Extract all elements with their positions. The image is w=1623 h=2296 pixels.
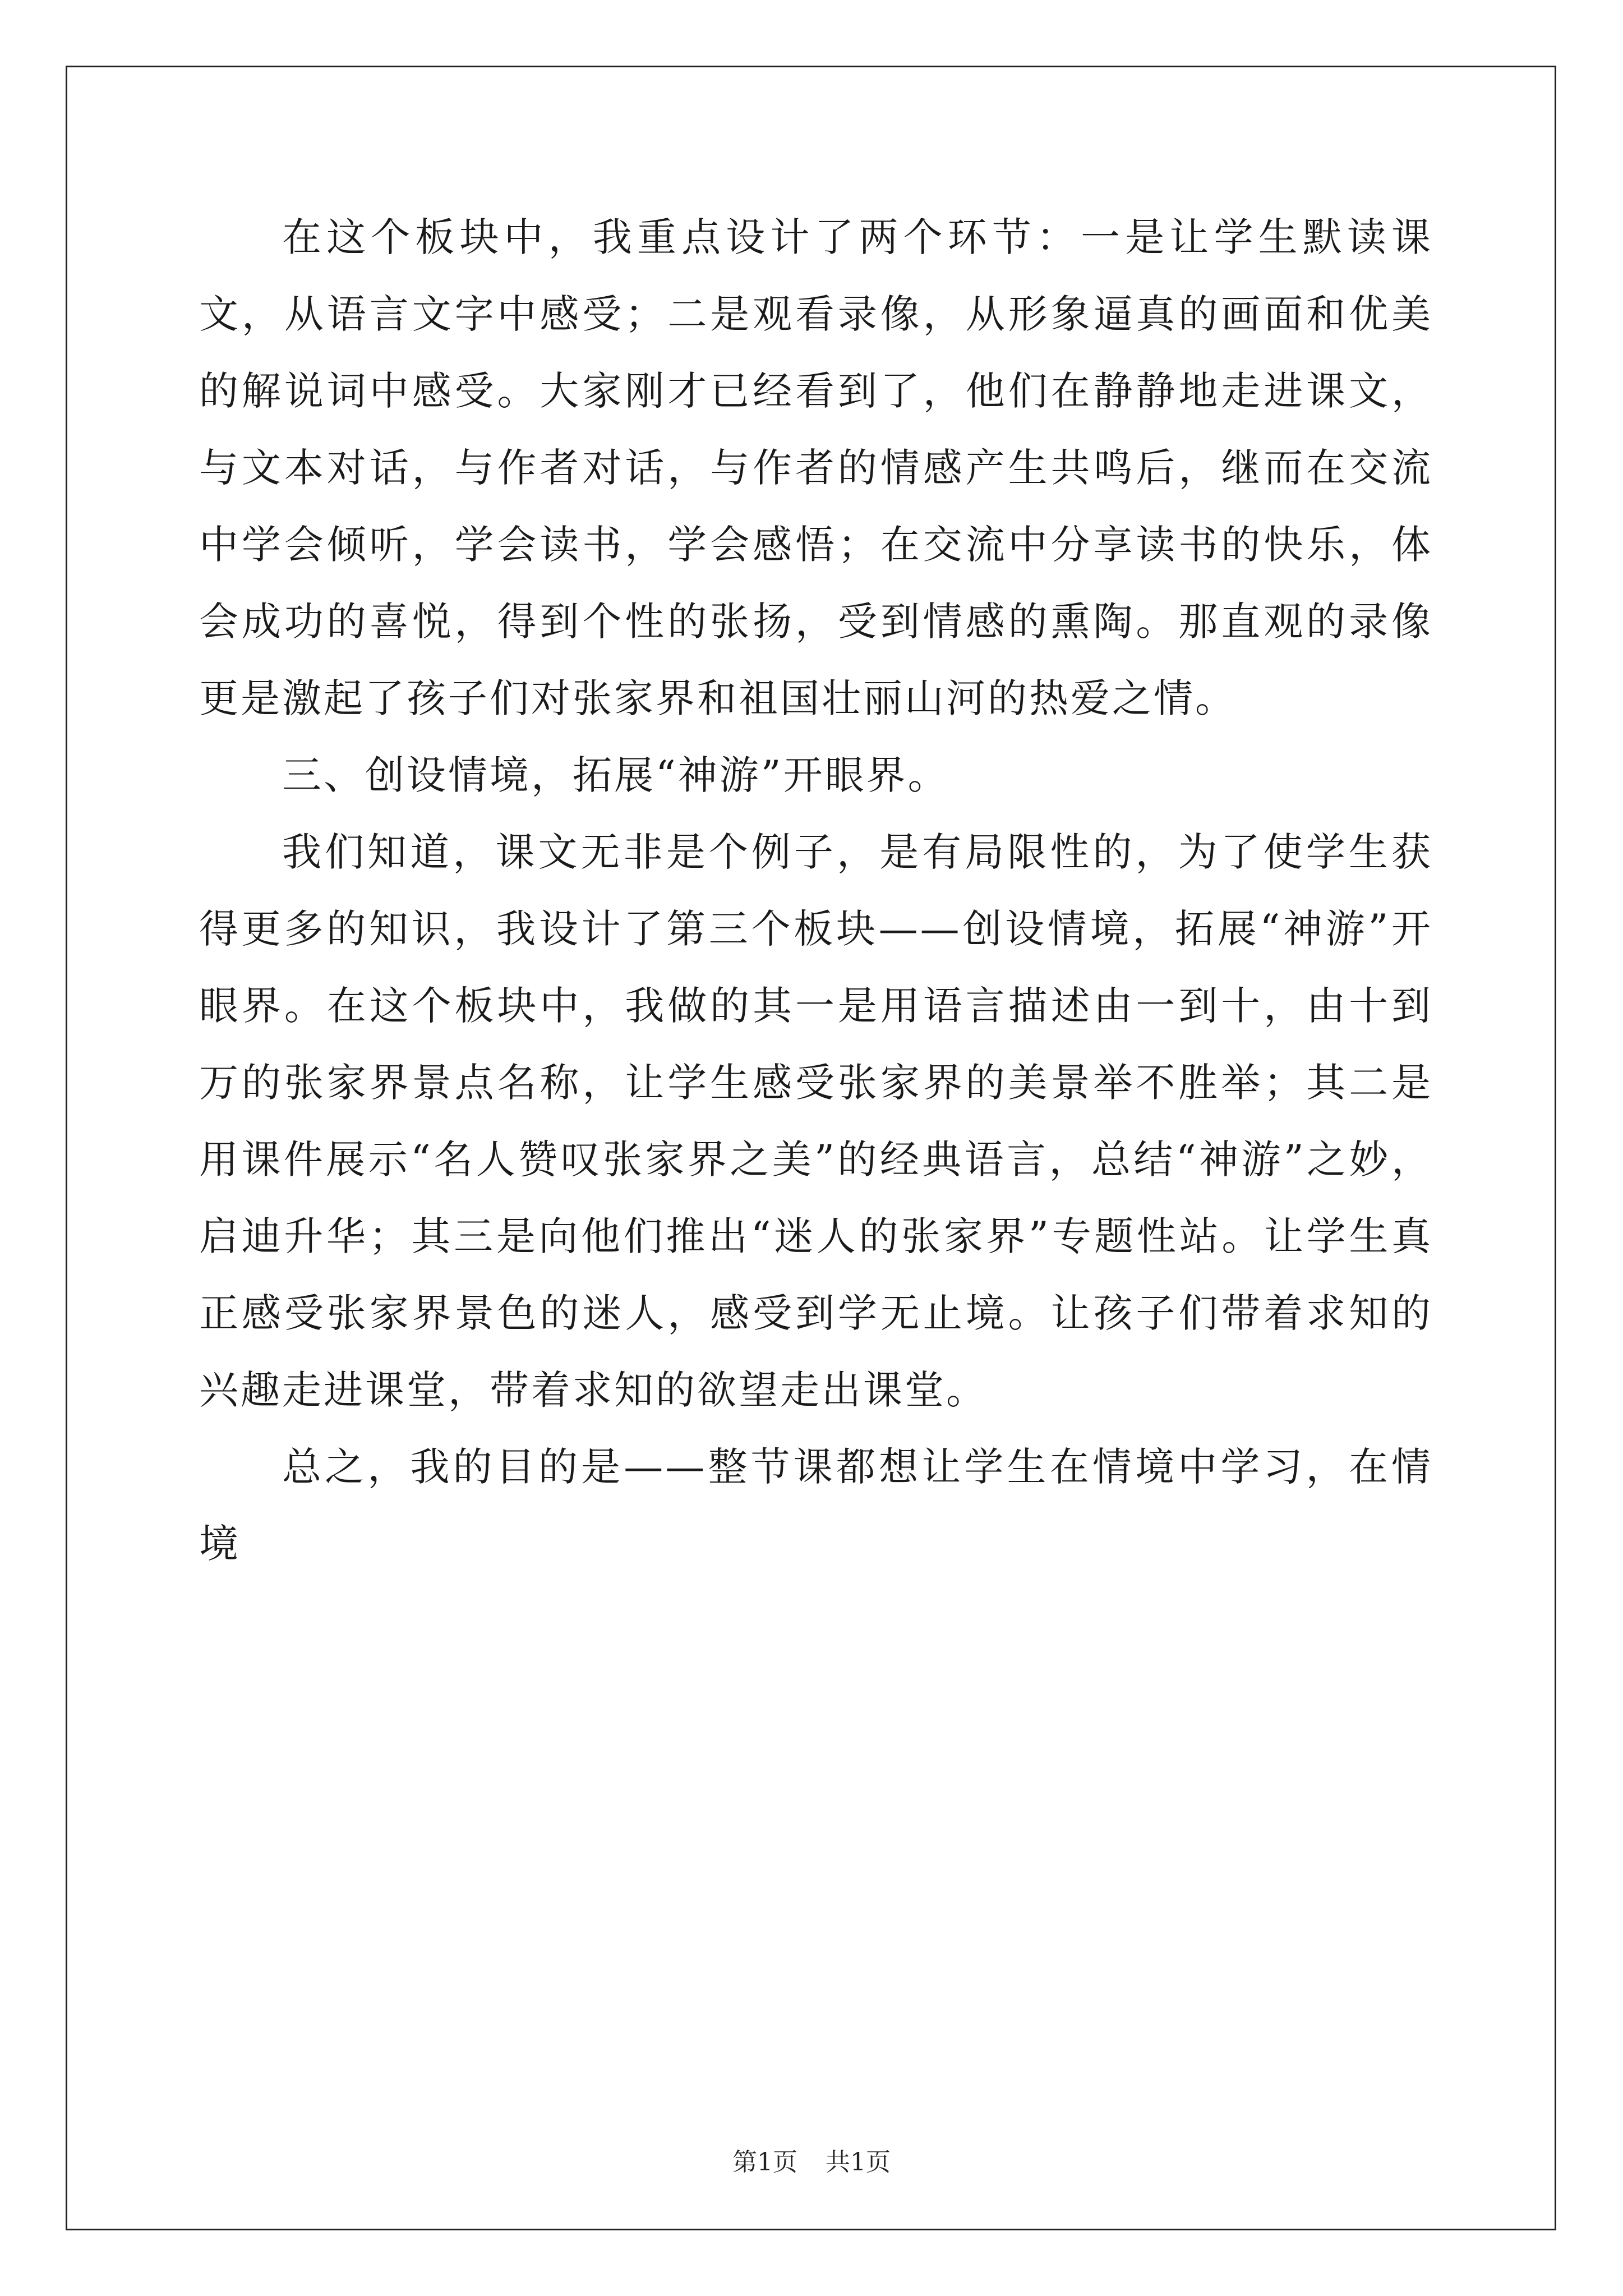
page-total: 共1页 xyxy=(826,2148,891,2177)
document-body xyxy=(199,199,1433,1582)
page-number: 第1页 xyxy=(732,2148,797,2177)
paragraph: 总之，我的目的是——整节课都想让学生在情境中学习，在情境 xyxy=(199,1444,1433,1567)
paragraph: 在这个板块中，我重点设计了两个环节：一是让学生默读课文，从语言文字中感受；二是观看录像，从形象逼真的画面和优美的解说词中感受。大家刚才已经看到了，他们在静静地走进课文，与文本对话，与作者对话，与作者的情感产生共鸣后，继而在交流中学会倾听，学会读书，学会感悟；在交流中分享读书的快乐，体会成功的喜悦，得到个性的张扬，受到情感的熏陶。那直观的录像更是激起了孩子们对张家界和祖国壮丽山河的热爱之情。 xyxy=(199,214,1433,721)
section-heading: 三、创设情境，拓展“神游”开眼界。 xyxy=(282,752,949,798)
page-footer xyxy=(0,2146,1623,2179)
paragraph: 我们知道，课文无非是个例子，是有局限性的，为了使学生获得更多的知识，我设计了第三个板块——创设情境，拓展“神游”开眼界。在这个板块中，我做的其一是用语言描述由一到十，由十到万的张家界景点名称，让学生感受张家界的美景举不胜举；其二是用课件展示“名人赞叹张家界之美”的经典语言，总结“神游”之妙，启迪升华；其三是向他们推出“迷人的张家界”专题性站。让学生真正感受张家界景色的迷人，感受到学无止境。让孩子们带着求知的兴趣走进课堂，带着求知的欲望走出课堂。 xyxy=(199,829,1433,1413)
